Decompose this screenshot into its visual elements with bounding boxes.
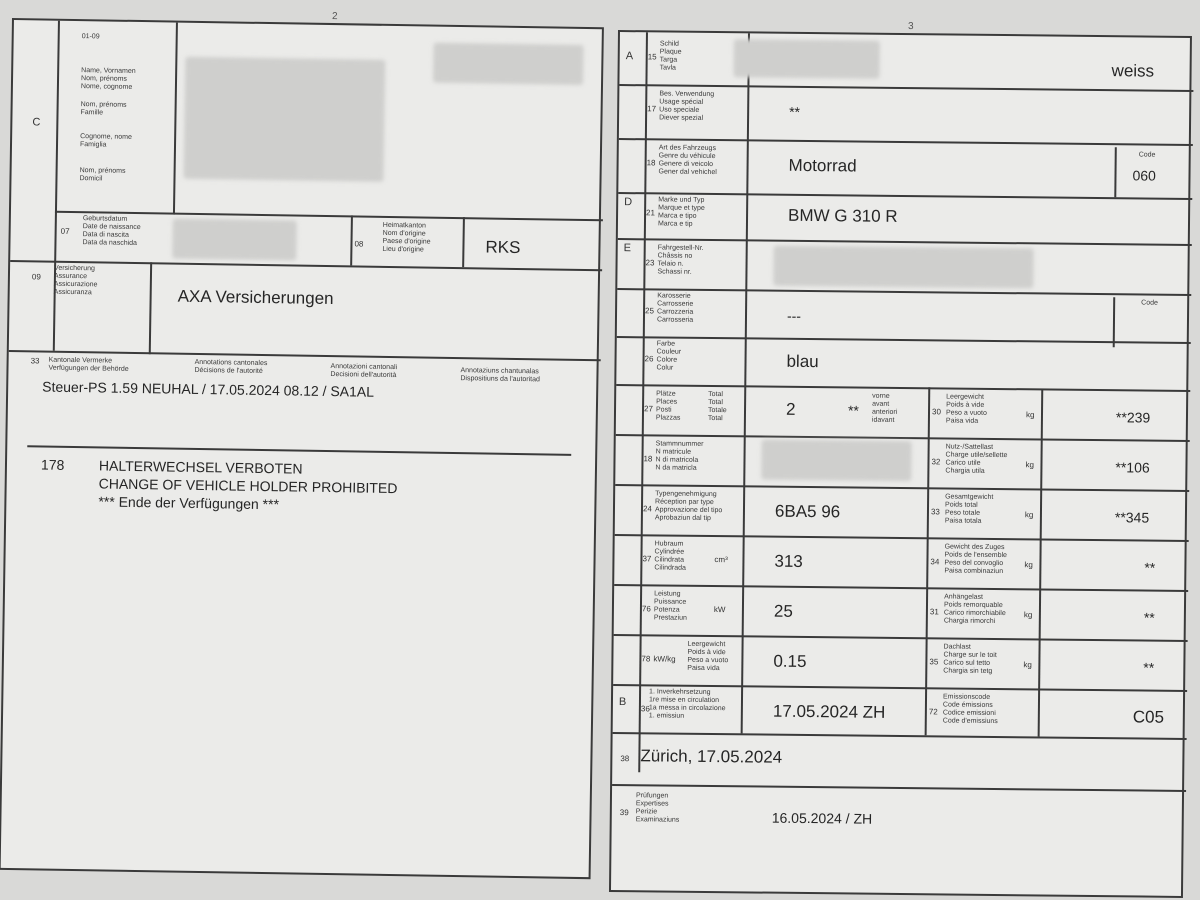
field-number: 34 [930,557,940,567]
vehicle-type-code: 060 [1132,167,1156,184]
insurance-value: AXA Versicherungen [177,286,334,309]
divider [350,215,353,265]
field-number: 37 [642,554,652,564]
divider [462,217,465,267]
section-letter: D [624,196,633,209]
remark-line-2: CHANGE OF VEHICLE HOLDER PROHIBITED [98,475,398,497]
field-number: 18 [643,454,653,464]
steuer-line: Steuer-PS 1.59 NEUHAL / 17.05.2024 08.12 / SA1AL [42,378,375,400]
field-number: 36 [640,704,650,714]
divider [53,21,60,351]
field-number: 25 [645,306,655,316]
inspection-value: 16.05.2024 / ZH [771,809,873,827]
field-number: 33 [30,356,40,366]
divider [612,784,1186,792]
unit-label: kg [1024,510,1034,520]
unit-label: kW [713,605,726,615]
label-seats: Plätze Places Posti Plazzas [655,390,681,422]
seats-value: 2 [785,399,796,419]
label-birthplace: Nom, prénoms Domicil [79,167,126,183]
field-number: 30 [931,407,941,417]
special-use-value: ** [789,103,801,120]
train-weight-value: ** [1144,559,1156,576]
vehicle-type-value: Motorrad [788,155,857,176]
label-birthdate: Geburtsdatum Date de naissance Data di nascita Data da naschida [82,215,141,247]
field-number: 07 [60,226,70,236]
place-date-value: Zürich, 17.05.2024 [640,746,783,767]
total-weight-value: **345 [1114,509,1150,526]
divider [613,732,1187,740]
label-chassis: Fahrgestell-Nr. Châssis no Telaio n. Schassi nr. [657,244,704,276]
label-permits-it: Annotazioni cantonali Decisioni dell'autorità [330,363,398,380]
left-page [0,11,604,879]
redacted-chassis [773,246,1033,289]
field-number: 18 [646,158,656,168]
section-letter: A [625,50,634,63]
field-number: 08 [354,239,364,249]
label-inspection: Prüfungen Expertises Perizie Examinaziuns [635,792,680,824]
label-type-approval: Typengenehmigung Réception par type Approvazione del tipo Aprobaziun dal tip [654,490,723,522]
field-number: 23 [645,258,655,268]
field-number: 21 [646,208,656,218]
label-permits-rm: Annotaziuns chantunalas Dispositiuns da l'autoritad [460,367,540,384]
label-permits-fr: Annotations cantonales Décisions de l'autorité [194,358,268,375]
remark-line-3: *** Ende der Verfügungen *** [98,493,280,513]
label-payload: Nutz-/Sattellast Charge utile/sellette Carico utile Chargia utila [945,443,1008,475]
field-number: 09 [31,272,41,282]
divider [615,534,1189,542]
field-number: 33 [930,507,940,517]
divider [1038,388,1044,736]
field-number: 72 [928,707,938,717]
label-emission-code: Emissionscode Code émissions Codice emissioni Code d'emissiuns [942,693,998,726]
redacted-plate [734,39,880,79]
divider [173,23,178,215]
field-number: 26 [644,354,654,364]
redacted-holder-top [433,43,584,85]
field-number: 78 [641,654,651,664]
label-colour: Farbe Couleur Colore Colur [656,340,682,372]
label-name2: Nom, prénoms Famille [80,101,127,117]
field-number: 38 [620,754,630,764]
divider [614,584,1188,592]
divider [1114,147,1117,197]
divider [27,445,571,456]
displacement-value: 313 [774,551,803,571]
unit-label: kg [1025,410,1035,420]
right-page [609,21,1192,898]
page-number: 3 [907,21,914,33]
section-letter: B [618,696,627,709]
remark-line-1: HALTERWECHSEL VERBOTEN [98,457,303,477]
unit-label: cm³ [714,555,728,565]
payload-value: **106 [1115,459,1150,476]
trailer-load-value: ** [1143,609,1155,626]
label-code: Code [1141,299,1158,307]
divider [1113,297,1116,347]
field-number: 32 [931,457,941,467]
divider [617,336,1191,344]
label-roof-load: Dachlast Charge sur le toit Carico sul tetto Chargia sin tetg [943,643,997,675]
unit-label: kg [1023,660,1032,670]
label-control-no: Stammnummer N matricule N di matricola N da matricla [655,440,704,472]
label-plate: Schild Plaque Targa Tavla [659,40,682,72]
label-firstname: Cognome, nome Famiglia [79,133,132,149]
label-permits: Kantonale Vermerke Verfügungen der Behörde [48,356,129,373]
redacted-control-no [761,440,911,482]
power-ratio-value: 0.15 [773,651,807,672]
label-holder: 01-09 [81,33,100,41]
empty-weight-value: **239 [1115,409,1151,426]
label-code: Code [1138,151,1156,159]
redacted-birthdate [172,219,297,261]
power-value: 25 [773,601,793,621]
label-displacement: Hubraum Cylindrée Cilindrata Cilindrada [654,540,686,572]
divider [925,387,931,735]
label-empty-weight: Leergewicht Poids à vide Peso a vuoto Paisa vida [945,393,987,425]
unit-label: kg [1024,560,1033,570]
field-number: 39 [619,808,629,818]
field-number: 27 [643,404,653,414]
field-number: 17 [647,104,657,114]
label-seats-total: Total Total Totale Total [707,390,727,423]
make-value: BMW G 310 R [787,205,898,226]
label-home-canton: Heimatkanton Nom d'origine Paese d'origine Lieu d'origine [382,221,431,254]
seats-front-value: ** [847,402,860,419]
type-approval-value: 6BA5 96 [774,501,841,522]
divider [149,262,152,354]
page-number: 2 [331,11,338,23]
field-number: 31 [929,607,939,617]
divider [617,288,1191,296]
label-total-weight: Gesamtgewicht Poids total Peso totale Paisa totala [944,493,994,525]
field-number: 76 [641,604,651,614]
label-body: Karosserie Carrosserie Carrozzeria Carrosseria [656,292,694,324]
label-make: Marke und Typ Marque et type Marca e tipo Marca e tip [657,196,705,228]
first-registration-value: 17.05.2024 ZH [772,701,886,722]
label-insurance: Versicherung Assurance Assicurazione Assicuranza [53,264,98,297]
redacted-holder [183,57,385,182]
plate-colour-value: weiss [1111,61,1155,81]
divider [618,238,1192,246]
label-special-use: Bes. Verwendung Usage spécial Uso speciale Diever spezial [659,90,715,122]
field-number: 35 [929,657,939,667]
colour-value: blau [786,351,819,372]
home-canton-value: RKS [485,237,521,258]
label-trailer-load: Anhängelast Poids remorquable Carico rimorchiabile Chargia rimorchi [943,593,1006,625]
section-letter: E [623,242,632,255]
field-number: 24 [642,504,652,514]
divider [10,260,602,271]
body-value: --- [786,307,802,324]
label-power: Leistung Puissance Potenza Prestaziun [653,590,687,622]
label-train-weight: Gewicht des Zuges Poids de l'ensemble Peso del convoglio Paisa combinaziun [944,543,1007,576]
roof-load-value: ** [1143,659,1155,676]
label-seats-front: vorne avant anteriori idavant [871,392,898,424]
label-power-ratio: kW/kg [653,654,676,664]
label-vehicle-type: Art des Fahrzeugs Genre du véhicule Genere di veicolo Gener dal vehichel [658,144,717,177]
field-number: 15 [647,52,657,62]
divider [616,384,1190,392]
label-first-registration: 1. Inverkehrsetzung 1re mise en circulation 1a messa in circolazione 1. emissiun [648,688,726,720]
emission-code-value: C05 [1132,707,1165,727]
section-letter: C [32,116,41,129]
label-power-ratio-sub: Leergewicht Poids à vide Peso a vuoto Paisa vida [687,640,729,673]
unit-label: kg [1025,460,1034,470]
remark-code: 178 [40,456,65,473]
unit-label: kg [1023,610,1033,620]
label-name: Name, Vornamen Nom, prénoms Nome, cognome [80,67,136,91]
